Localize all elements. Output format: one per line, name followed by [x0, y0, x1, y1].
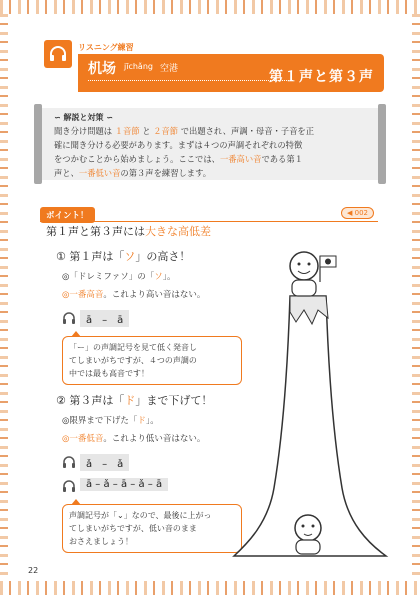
speaker-icon: ◀	[347, 209, 353, 217]
decorative-border-right	[412, 14, 420, 581]
headphones-icon[interactable]	[62, 311, 76, 325]
intro-line: 声と、一番低い音の第３声を練習します。	[54, 168, 212, 178]
tip-note: 声調記号が「⌄」なので、最後に上がっ てしまいがちですが、低い音のまま おさえましょう！	[62, 504, 242, 553]
headphones-icon	[48, 44, 68, 64]
page-number: 22	[28, 566, 39, 575]
tip-note: 「ー」の声調記号を見て低く発音し てしまいがちですが、４つの声調の 中では最も高音です！	[62, 336, 242, 385]
intro-line: 確に聞き分ける必要があります。まずは４つの声調それぞれの特徴	[54, 140, 303, 150]
title-divider	[88, 80, 293, 81]
headphones-badge	[44, 40, 72, 68]
headphones-icon[interactable]	[62, 479, 76, 493]
title-chinese: 机场	[88, 61, 116, 77]
section-1-bullet-2: ◎一番高音。これより高い音はない。	[62, 290, 206, 300]
intro-text	[54, 124, 374, 180]
intro-heading-text: 解説と対策	[63, 113, 104, 122]
point-divider	[40, 221, 378, 222]
syllable-sequence: ā – ǎ – ā – ǎ – ā	[80, 478, 168, 491]
audio-track-badge[interactable]	[341, 207, 374, 219]
flag-icon	[320, 256, 336, 282]
syllable-sequence: ǎ – ǎ	[80, 454, 129, 471]
intro-scroll-box	[34, 104, 386, 184]
point-title: 第１声と第３声には大きな高低差	[46, 225, 211, 238]
scroll-rod-left	[34, 104, 42, 184]
lesson-header	[44, 40, 384, 96]
section-1-heading: ① 第１声は「ソ」の高さ！	[56, 250, 191, 263]
scroll-rod-right	[378, 104, 386, 184]
character-bottom	[295, 515, 321, 554]
intro-line: 聞き分け問題は １音節 と ２音節 で出題され、声調・母音・子音を正	[54, 126, 314, 136]
syllable-sequence: ā – ā	[80, 310, 129, 327]
lesson-tag: リスニング練習	[78, 43, 134, 52]
section-2-bullet-1: ◎限界まで下げた「ド」。	[62, 416, 159, 426]
decorative-border-top	[0, 0, 420, 14]
intro-line: をつかむことから始めましょう。ここでは、一番高い音である第１	[54, 154, 303, 164]
track-number: 002	[354, 209, 368, 217]
decorative-ornament-icon: ∽	[106, 113, 113, 122]
section-2-bullet-2: ◎一番低音。これより低い音はない。	[62, 434, 206, 444]
section-2-heading: ② 第３声は「ド」まで下げて！	[56, 394, 213, 407]
character-top	[290, 252, 318, 296]
page-title: 第１声と第３声	[269, 69, 374, 85]
title-pinyin: jīchǎng	[124, 62, 153, 71]
title-japanese: 空港	[160, 64, 179, 74]
intro-heading	[54, 112, 113, 123]
decorative-ornament-icon: ∽	[54, 113, 61, 122]
mountain-illustration	[228, 238, 392, 560]
section-1-bullet-1: ◎「ドレミファソ」の「ソ」。	[62, 272, 176, 282]
headphones-icon[interactable]	[62, 455, 76, 469]
scroll-paper	[42, 108, 378, 180]
point-tag: ポイント！	[40, 207, 95, 223]
decorative-border-left	[0, 14, 8, 581]
decorative-border-bottom	[0, 581, 420, 595]
